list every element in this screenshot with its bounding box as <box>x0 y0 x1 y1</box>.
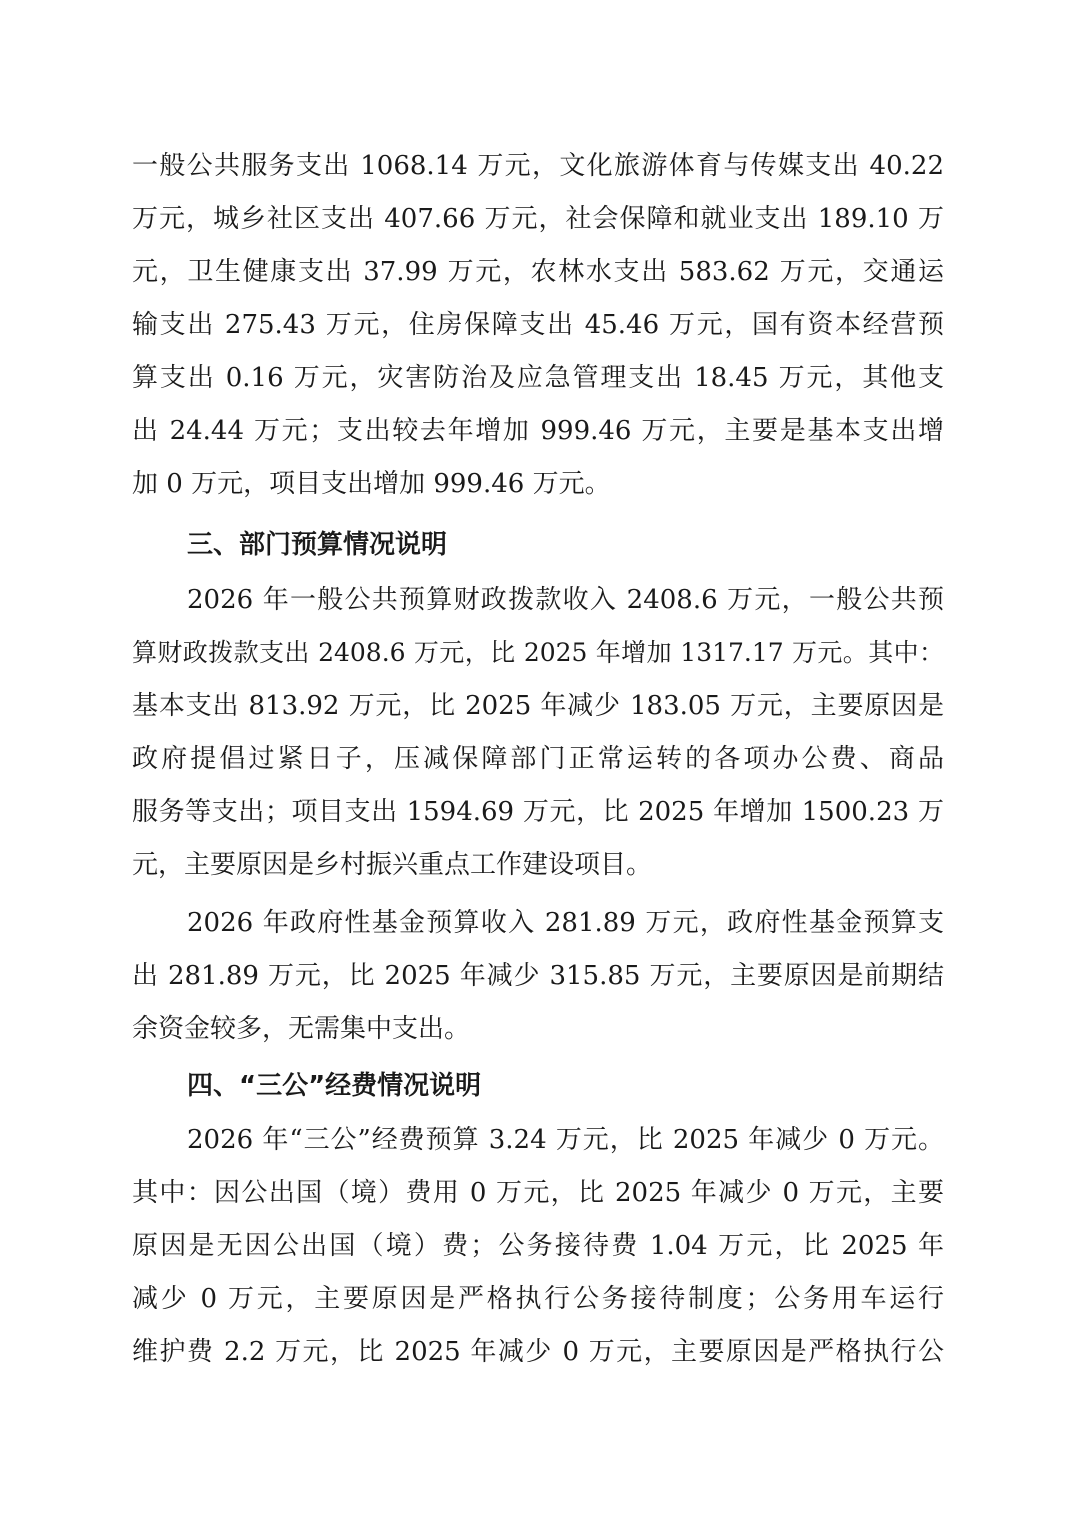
text-line: 2026 年一般公共预算财政拨款收入 2408.6 万元，一般公共预 <box>187 585 944 615</box>
text-line: 一般公共服务支出 1068.14 万元，文化旅游体育与传媒支出 40.22 <box>132 151 944 181</box>
text-line: 服务等支出；项目支出 1594.69 万元，比 2025 年增加 1500.23 万 <box>132 797 944 827</box>
text-line: 其中：因公出国（境）费用 0 万元，比 2025 年减少 0 万元，主要 <box>132 1178 944 1208</box>
text-line: 算财政拨款支出 2408.6 万元，比 2025 年增加 1317.17 万元。其中： <box>132 638 944 667</box>
text-line: 加 0 万元，项目支出增加 999.46 万元。 <box>132 469 611 499</box>
text-line: 元，卫生健康支出 37.99 万元，农林水支出 583.62 万元，交通运 <box>132 257 944 287</box>
section-heading: 三、部门预算情况说明 <box>187 530 448 560</box>
text-line: 2026 年“三公”经费预算 3.24 万元，比 2025 年减少 0 万元。 <box>187 1125 944 1155</box>
text-line: 算支出 0.16 万元，灾害防治及应急管理支出 18.45 万元，其他支 <box>132 363 944 393</box>
text-line: 原因是无因公出国（境）费；公务接待费 1.04 万元，比 2025 年 <box>132 1231 944 1261</box>
text-line: 余资金较多，无需集中支出。 <box>132 1014 471 1044</box>
section-heading: 四、“三公”经费情况说明 <box>187 1071 482 1101</box>
text-line: 元，主要原因是乡村振兴重点工作建设项目。 <box>132 850 653 880</box>
text-line: 维护费 2.2 万元，比 2025 年减少 0 万元，主要原因是严格执行公 <box>132 1337 944 1367</box>
text-line: 政府提倡过紧日子，压减保障部门正常运转的各项办公费、商品 <box>132 744 944 774</box>
text-line: 万元，城乡社区支出 407.66 万元，社会保障和就业支出 189.10 万 <box>132 204 944 234</box>
text-line: 输支出 275.43 万元，住房保障支出 45.46 万元，国有资本经营预 <box>132 310 944 340</box>
text-line: 出 281.89 万元，比 2025 年减少 315.85 万元，主要原因是前期结 <box>132 961 944 991</box>
text-line: 2026 年政府性基金预算收入 281.89 万元，政府性基金预算支 <box>187 908 944 938</box>
text-line: 减少 0 万元，主要原因是严格执行公务接待制度；公务用车运行 <box>132 1284 944 1314</box>
text-line: 出 24.44 万元；支出较去年增加 999.46 万元，主要是基本支出增 <box>132 416 944 446</box>
text-line: 基本支出 813.92 万元，比 2025 年减少 183.05 万元，主要原因是 <box>132 691 944 721</box>
